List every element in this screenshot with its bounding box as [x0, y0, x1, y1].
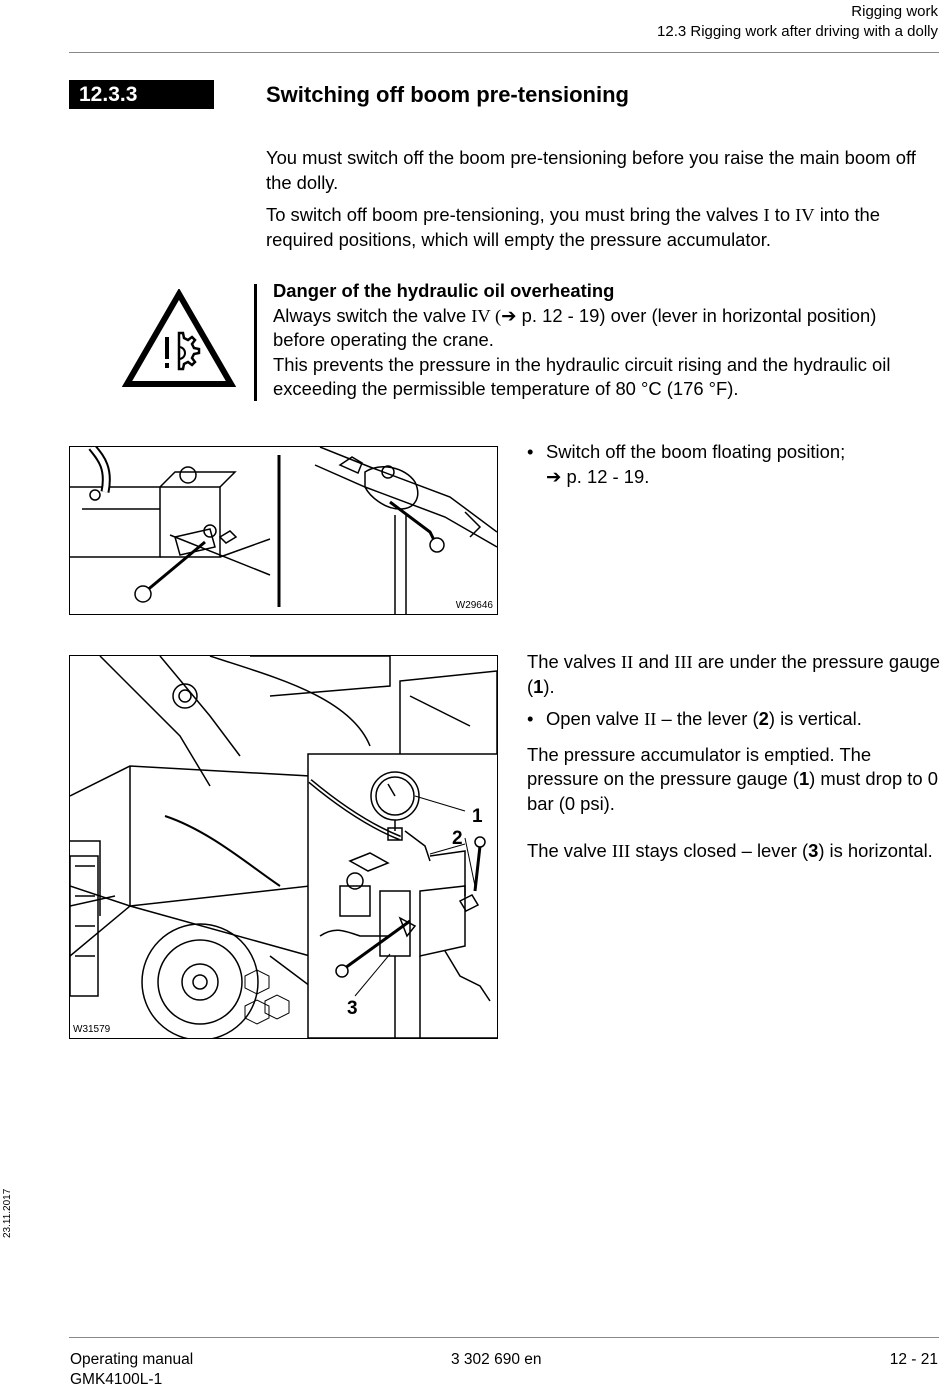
danger-line-2: before operating the crane.: [273, 329, 494, 350]
footer-doc-type: Operating manual: [70, 1351, 194, 1368]
valve-label: III: [674, 652, 693, 672]
side-date: 23.11.2017: [2, 1188, 13, 1238]
callout-ref: 1: [798, 768, 810, 789]
running-header: [657, 2, 938, 42]
danger-text: (: [490, 305, 502, 326]
pressure-gauge-instructions: [527, 650, 941, 864]
page-reference-arrow-icon: ➔: [546, 465, 562, 487]
callout-1: 1: [472, 806, 483, 827]
header-rule: [69, 52, 939, 53]
bullet-icon: •: [527, 708, 534, 729]
valve-label: II: [644, 709, 657, 729]
figure-boom-floating-valve: [69, 446, 498, 615]
header-chapter: Rigging work: [851, 3, 938, 20]
valve-label: I: [763, 205, 770, 225]
open-valve-step: [527, 707, 941, 732]
gauge-valve-illustration: [70, 656, 497, 1038]
instruction-text: ).: [543, 675, 555, 697]
callout-3: 3: [347, 998, 358, 1019]
instruction-text: ) is vertical.: [768, 708, 862, 729]
intro-paragraph-1: You must switch off the boom pre-tensioning before you raise the main boom off the dolly.: [266, 147, 916, 193]
step-page-ref: p. 12 - 19.: [561, 465, 650, 487]
footer-doc-number: 3 302 690 en: [451, 1351, 542, 1368]
instruction-text: – the lever (: [656, 708, 759, 729]
danger-notice: [273, 279, 943, 402]
valve-label: IV: [471, 305, 491, 326]
instruction-text: are under the pressure gauge (: [527, 651, 940, 697]
instruction-text: stays closed – lever (: [630, 840, 809, 861]
valves-paragraph: [527, 650, 941, 699]
intro-text: to: [769, 204, 796, 225]
intro-text: into the required positions, which will empty the pressure accumulator.: [266, 204, 881, 250]
instruction-text: and: [633, 651, 675, 672]
step-text: Switch off the boom floating position;: [546, 441, 846, 462]
danger-line-3: This prevents the pressure in the hydraulic circuit rising and the hydraulic oil exceeding the permissible temperature of 80 °C (176 °F).: [273, 353, 891, 399]
page-reference-arrow-icon: ➔: [501, 304, 517, 326]
floating-position-step: [527, 440, 939, 489]
callout-ref: 1: [533, 675, 544, 697]
page-number: 12 - 21: [889, 1351, 938, 1368]
figure-id: W29646: [455, 600, 493, 611]
instruction-text: ) must drop to 0 bar (0 psi).: [527, 768, 938, 814]
callout-ref: 3: [808, 840, 819, 861]
bullet-icon: •: [527, 441, 534, 462]
accumulator-paragraph: [527, 743, 941, 817]
danger-title: Danger of the hydraulic oil overheating: [273, 280, 615, 301]
callout-ref: 2: [758, 708, 769, 729]
instruction-text: The valves: [527, 651, 622, 672]
section-number: 12.3.3: [69, 80, 214, 109]
valve-label: II: [621, 652, 634, 672]
instruction-text: ) is horizontal.: [818, 840, 933, 861]
section-title: Switching off boom pre-tensioning: [266, 82, 629, 107]
footer-model: GMK4100L-1: [70, 1371, 163, 1388]
footer-left: [70, 1350, 193, 1390]
instruction-text: Open valve: [546, 708, 645, 729]
danger-line-1: [273, 304, 943, 329]
valve-closed-paragraph: [527, 839, 941, 864]
figure-pressure-gauge-valves: [69, 655, 498, 1039]
valve-label: IV: [795, 205, 815, 225]
danger-bar: [254, 284, 257, 401]
figure-id: W31579: [73, 1024, 111, 1035]
valve-illustration: [70, 447, 497, 614]
intro-text: To switch off boom pre-tensioning, you must bring the valves: [266, 204, 764, 225]
instruction-text: The valve: [527, 840, 612, 861]
callout-2: 2: [452, 828, 463, 849]
footer-rule: [69, 1337, 939, 1338]
instruction-text: The pressure accumulator is emptied. The pressure on the pressure gauge (: [527, 743, 872, 789]
intro-paragraph-2: [266, 203, 938, 252]
danger-text: p. 12 - 19) over (lever in horizontal position): [516, 304, 877, 326]
valve-label: III: [611, 841, 631, 861]
warning-triangle-gear-icon: [122, 289, 236, 389]
header-section: 12.3 Rigging work after driving with a dolly: [657, 23, 938, 40]
danger-text: Always switch the valve: [273, 304, 472, 326]
